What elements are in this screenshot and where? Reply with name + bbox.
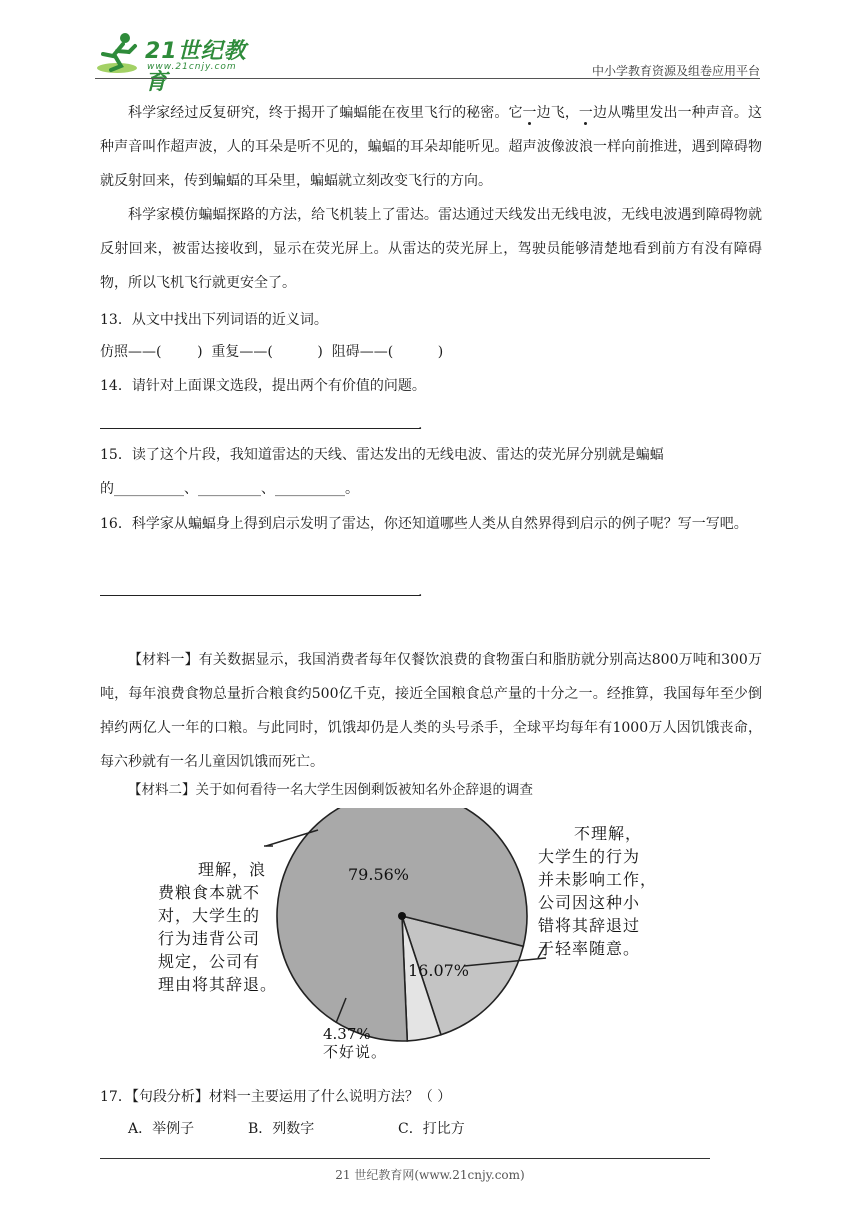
right-bubble-line-3: 并未影响工作， (538, 870, 658, 889)
survey-pie-chart (128, 808, 688, 1070)
question-13: 13．从文中找出下列词语的近义词。 (100, 312, 328, 328)
slice-label-not-understand: 16.07% (408, 961, 470, 980)
material-2-title: 【材料二】关于如何看待一名大学生因倒剩饭被知名外企辞退的调查 (128, 782, 533, 798)
material-1: 【材料一】有关数据显示，我国消费者每年仅餐饮浪费的食物蛋白和脂肪就分别高达800万吨和300万吨，每年浪费食物总量折合粮食约500亿千克，接近全国粮食总产量的十分之一。经推算，我国每年至少倒掉约两亿人一年的口粮。与此同时，饥饿却仍是人类的头号杀手，全球平均每年有1000万人因饥饿丧命，每六秒就有一名儿童因饥饿而死亡。 (100, 652, 762, 770)
page-header (95, 30, 760, 95)
pie-center-dot (398, 912, 406, 920)
footer-text: 21 世纪教育网(www.21cnjy.com) (335, 1168, 525, 1182)
footer-divider (100, 1158, 710, 1159)
left-bubble-line-5: 规定，公司有 (158, 952, 261, 971)
left-bubble-line-4: 行为违背公司 (158, 929, 261, 948)
passage-paragraph-2: 科学家模仿蝙蝠探路的方法，给飞机装上了雷达。雷达通过天线发出无线电波，无线电波遇到障碍物就反射回来，被雷达接收到，显示在荧光屏上。从雷达的荧光屏上，驾驶员能够清楚地看到前方有没有障碍物，所以飞机飞行就更安全了。 (100, 207, 762, 291)
right-bubble-line-2: 大学生的行为 (538, 847, 641, 866)
runner-logo-icon (95, 30, 145, 76)
question-13-blanks[interactable]: 仿照——( ) 重复——( ) 阻碍——( ) (100, 344, 444, 360)
answer-line-16[interactable] (100, 595, 420, 596)
left-bubble-line-2: 费粮食本就不 (158, 883, 261, 902)
question-16: 16．科学家从蝙蝠身上得到启示发明了雷达，你还知道哪些人类从自然界得到启示的例子呢？写一写吧。 (100, 516, 748, 532)
left-bubble-line-6: 理由将其辞退。 (158, 975, 278, 994)
question-17: 17．【句段分析】材料一主要运用了什么说明方法？（ ） (100, 1089, 452, 1105)
left-bubble-line-1: 理解，浪 (198, 860, 267, 879)
question-14: 14．请针对上面课文选段，提出两个有价值的问题。 (100, 378, 426, 394)
platform-name: 中小学教育资源及组卷应用平台 (591, 64, 760, 78)
slice-label-unsure: 4.37% (323, 1025, 371, 1043)
right-bubble-line-1: 不理解， (574, 824, 643, 843)
left-bubble-line-3: 对，大学生的 (158, 906, 261, 925)
logo (95, 30, 265, 95)
passage-paragraph-1: 科学家经过反复研究，终于揭开了蝙蝠能在夜里飞行的秘密。它一边飞，一边从嘴里发出一种声音。这种声音叫作超声波，人的耳朵是听不见的，蝙蝠的耳朵却能听见。超声波像波浪一样向前推进，遇到障碍物就反射回来，传到蝙蝠的耳朵里，蝙蝠就立刻改变飞行的方向。 (100, 105, 763, 189)
question-15-line-1: 15．读了这个片段，我知道雷达的天线、雷达发出的无线电波、雷达的荧光屏分别就是蝙蝠 (100, 447, 664, 463)
logo-text: 21世纪教育 (145, 39, 247, 95)
answer-line-14-end: . (418, 417, 423, 433)
slice-label-understand: 79.56% (348, 865, 410, 884)
right-bubble-line-6: 于轻率随意。 (538, 939, 641, 958)
answer-line-14[interactable] (100, 428, 420, 429)
option-b[interactable]: B．列数字 (248, 1121, 315, 1137)
right-bubble-line-5: 错将其辞退过 (538, 916, 641, 935)
question-15-line-2[interactable]: 的__________、_________、__________。 (100, 481, 359, 497)
bottom-bubble-text: 不好说。 (323, 1043, 388, 1061)
header-divider (95, 78, 760, 79)
option-a[interactable]: A．举例子 (128, 1121, 195, 1137)
right-bubble-line-4: 公司因这种小 (538, 893, 641, 912)
option-c[interactable]: C．打比方 (398, 1121, 465, 1137)
answer-line-16-end: . (418, 584, 423, 600)
logo-url: www.21cnjy.com (147, 62, 237, 72)
